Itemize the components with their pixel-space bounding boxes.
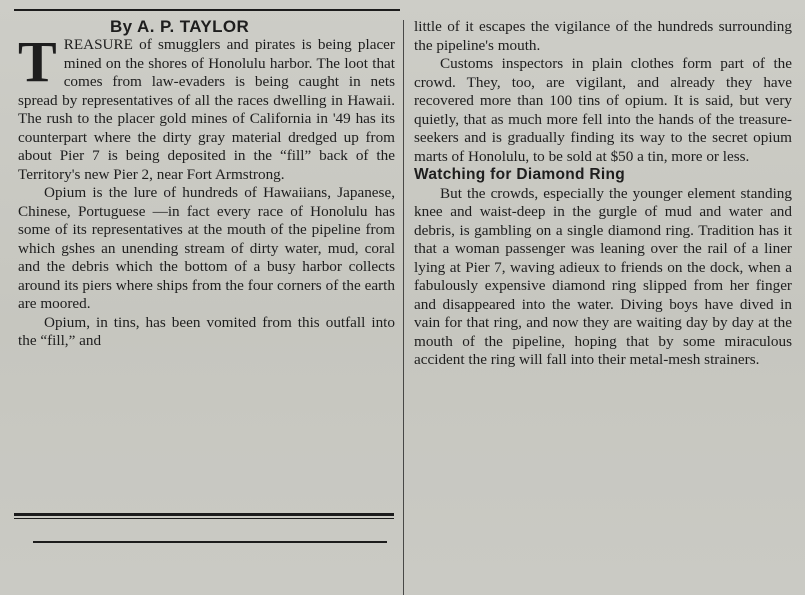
- lower-rule: [33, 541, 387, 543]
- lead-paragraph-text: REASURE of smugglers and pirates is being placer mined on the shores of Honolulu harbor. The loot that comes from law-evaders is being caught in nets spread by representatives of all the races dwelling in Hawaii. The rush to the placer gold mines of California in '49 has its counterpart where the dirty gray material dredged up from about Pier 7 is being deposited in the “fill” back of the Territory's new Pier 2, near Fort Armstrong.: [18, 36, 395, 183]
- column-divider: [403, 20, 404, 595]
- byline: By A. P. TAYLOR: [110, 17, 250, 36]
- customs-paragraph: Customs inspectors in plain clothes form part of the crowd. They, too, are vigilant, and already they have recovered more than 100 tins of opium. It is said, but very quietly, that as much more fell into the hands of the treasure-seekers and is gradually finding its way to the secret opium marts of Honolulu, to be sold at $50 a tin, more or less.: [414, 55, 792, 165]
- bottom-double-rule-bottom: [14, 518, 394, 519]
- right-column: [414, 0, 792, 370]
- drop-cap: T: [18, 29, 57, 94]
- subheading: Watching for Diamond Ring: [414, 166, 625, 183]
- opium-paragraph: Opium is the lure of hundreds of Hawaiians, Japanese, Chinese, Portuguese —in fact every race of Honolulu has some of its representatives at the mouth of the pipeline from which gshes an unending stream of dirty water, mud, coral and the debris which the bottom of a busy harbor collects around its piers where ships from the four corners of the earth are moored.: [18, 184, 395, 312]
- lead-paragraph: [18, 29, 395, 184]
- continuation-paragraph: little of it escapes the vigilance of the hundreds surrounding the pipeline's mouth.: [414, 18, 792, 54]
- diamond-ring-paragraph: But the crowds, especially the younger element standing knee and waist-deep in the gurgle of mud and water and debris, is gambling on a single diamond ring. Tradition has it that a woman passenger was leaning over the rail of a liner lying at Pier 7, waving adieux to friends on the dock, when a fabulously expensive diamond ring slipped from her finger and disappeared into the water. Diving boys have dived in vain for that ring, and now they are waiting day by day at the mouth of the pipeline, hoping that by some miraculous accident the ring will fall into their metal-mesh strainers.: [414, 184, 792, 368]
- left-column: [18, 0, 395, 351]
- outfall-paragraph: Opium, in tins, has been vomited from this outfall into the “fill,” and: [18, 313, 395, 349]
- bottom-double-rule-top: [14, 513, 394, 516]
